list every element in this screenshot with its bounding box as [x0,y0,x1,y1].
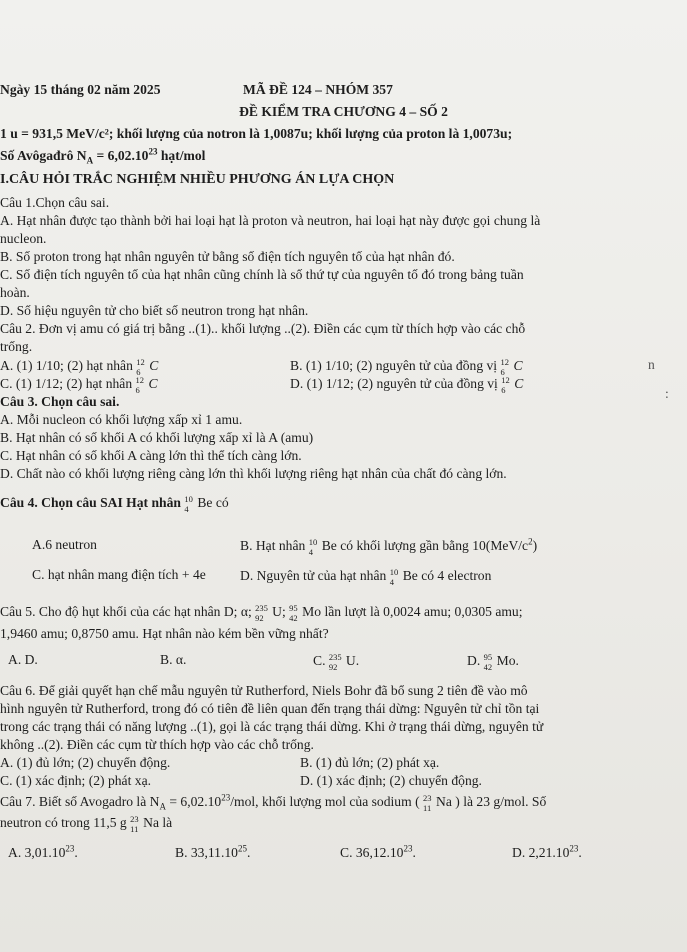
q4-option-c: C. hạt nhân mang điện tích + 4e [32,567,206,582]
q4-option-d: D. Nguyên tử của hạt nhân 10 4 Be có 4 electron [240,567,492,587]
q2-option-b: B. (1) 1/10; (2) nguyên tử của đồng vị 12 6 C [290,357,523,377]
q3-option-a: A. Mỗi nucleon có khối lượng xấp xỉ 1 amu. [0,412,243,427]
q7-option-b: B. 33,11.10$^{25}$. [175,843,251,860]
q2-stem: Câu 2. Đơn vị amu có giá trị bằng ..(1).. khối lượng ..(2). Điền các cụm từ thích hợp vào các chỗ [0,321,526,336]
margin-mark: n [648,357,655,372]
q1-option-a: A. Hạt nhân được tạo thành bởi hai loại hạt là proton và neutron, hai loại hạt này được gọi chung là [0,213,541,228]
section-heading: I.CÂU HỎI TRẮC NGHIỆM NHIỀU PHƯƠNG ÁN LỰA CHỌN [0,172,395,187]
q4-option-b: B. Hạt nhân 10 4 Be có khối lượng gần bằng $10(MeV/c^2)$ [240,536,538,557]
q6-option-b: B. (1) đủ lớn; (2) phát xạ. [300,755,440,770]
q1-option-c-cont: hoàn. [0,285,30,300]
q2-option-d: D. (1) 1/12; (2) nguyên tử của đồng vị 12 6 C [290,375,524,395]
q1-option-a-cont: nucleon. [0,231,47,246]
q2-stem-cont: trống. [0,339,33,354]
q7-stem-cont: neutron có trong 11,5 g 23 11 Na là [0,814,173,834]
q3-option-c: C. Hạt nhân có số khối A càng lớn thì thể tích càng lớn. [0,448,302,463]
q1-option-b: B. Số proton trong hạt nhân nguyên tử bằng số điện tích nguyên tố của hạt nhân đó. [0,249,455,264]
q7-option-c: C. 36,12.10$^{23}$. [340,843,416,860]
margin-mark: : [665,386,669,401]
q5-stem: Câu 5. Cho độ hụt khối của các hạt nhân D; α; 235 92 U; 95 42 Mo lần lượt là 0,0024 amu; 0,0305 amu; [0,603,523,623]
q7-stem: Câu 7. Biết số Avogadro là $N_A = 6,02.10^{23}/mol$, khối lượng mol của sodium ( 23 11 Na ) là 23 g/mol. Số [0,792,547,813]
constants-line-1: 1 u = 931,5 MeV/c²; khối lượng của notron là 1,0087u; khối lượng của proton là 1,0073u; [0,126,513,141]
exam-date: Ngày 15 tháng 02 năm 2025 [0,82,161,97]
q6-stem-cont: không ..(2). Điền các cụm từ thích hợp vào các chỗ trống. [0,737,314,752]
q3-stem: Câu 3. Chọn câu sai. [0,394,120,409]
q2-option-c: C. (1) 1/12; (2) hạt nhân 12 6 C [0,375,158,395]
q5-option-d: D. 95 42 Mo. [467,652,519,672]
q1-option-c: C. Số điện tích nguyên tố của hạt nhân cũng chính là số thứ tự của nguyên tố đó trong bảng tuần [0,267,524,282]
exam-code: MÃ ĐỀ 124 – NHÓM 357 [243,82,393,97]
q6-stem-cont: hình nguyên tử Rutherford, trong đó có tiên đề liên quan đến trạng thái dừng: Nguyên tử chỉ tồn tại [0,701,540,716]
q6-option-c: C. (1) xác định; (2) phát xạ. [0,773,151,788]
constants-line-2: Số Avôgađrô $N_A = 6,02.10^{23}$ hạt/mol [0,146,206,166]
exam-title: ĐỀ KIỂM TRA CHƯƠNG 4 – SỐ 2 [239,104,448,119]
q7-option-d: D. 2,21.10$^{23}$. [512,843,582,860]
q3-option-d: D. Chất nào có khối lượng riêng càng lớn thì khối lượng riêng hạt nhân của chất đó càng lớn. [0,466,507,481]
q4-stem: Câu 4. Chọn câu SAI Hạt nhân 10 4 Be có [0,494,229,514]
q5-option-a: A. D. [8,652,38,667]
q5-stem-cont: 1,9460 amu; 0,8750 amu. Hạt nhân nào kém bền vững nhất? [0,626,329,641]
q5-option-b: B. α. [160,652,187,667]
q3-option-b: B. Hạt nhân có số khối A có khối lượng xấp xỉ là A (amu) [0,430,314,445]
q4-option-a: A.6 neutron [32,537,97,552]
q6-stem-cont: trong các trạng thái có năng lượng ..(1), gọi là các trạng thái dừng. Khi ở trạng thái dừng, nguyên tử [0,719,544,734]
q6-stem: Câu 6. Để giải quyết hạn chế mẫu nguyên tử Rutherford, Niels Bohr đã bổ sung 2 tiên đề vào mô [0,683,528,698]
q6-option-d: D. (1) xác định; (2) chuyển động. [300,773,482,788]
q2-option-a: A. (1) 1/10; (2) hạt nhân 12 6 C [0,357,159,377]
q5-option-c: C. 235 92 U. [313,652,360,672]
q7-option-a: A. 3,01.10$^{23}$. [8,843,78,860]
q1-option-d: D. Số hiệu nguyên tử cho biết số neutron trong hạt nhân. [0,303,309,318]
q1-stem: Câu 1.Chọn câu sai. [0,195,110,210]
q6-option-a: A. (1) đủ lớn; (2) chuyển động. [0,755,171,770]
